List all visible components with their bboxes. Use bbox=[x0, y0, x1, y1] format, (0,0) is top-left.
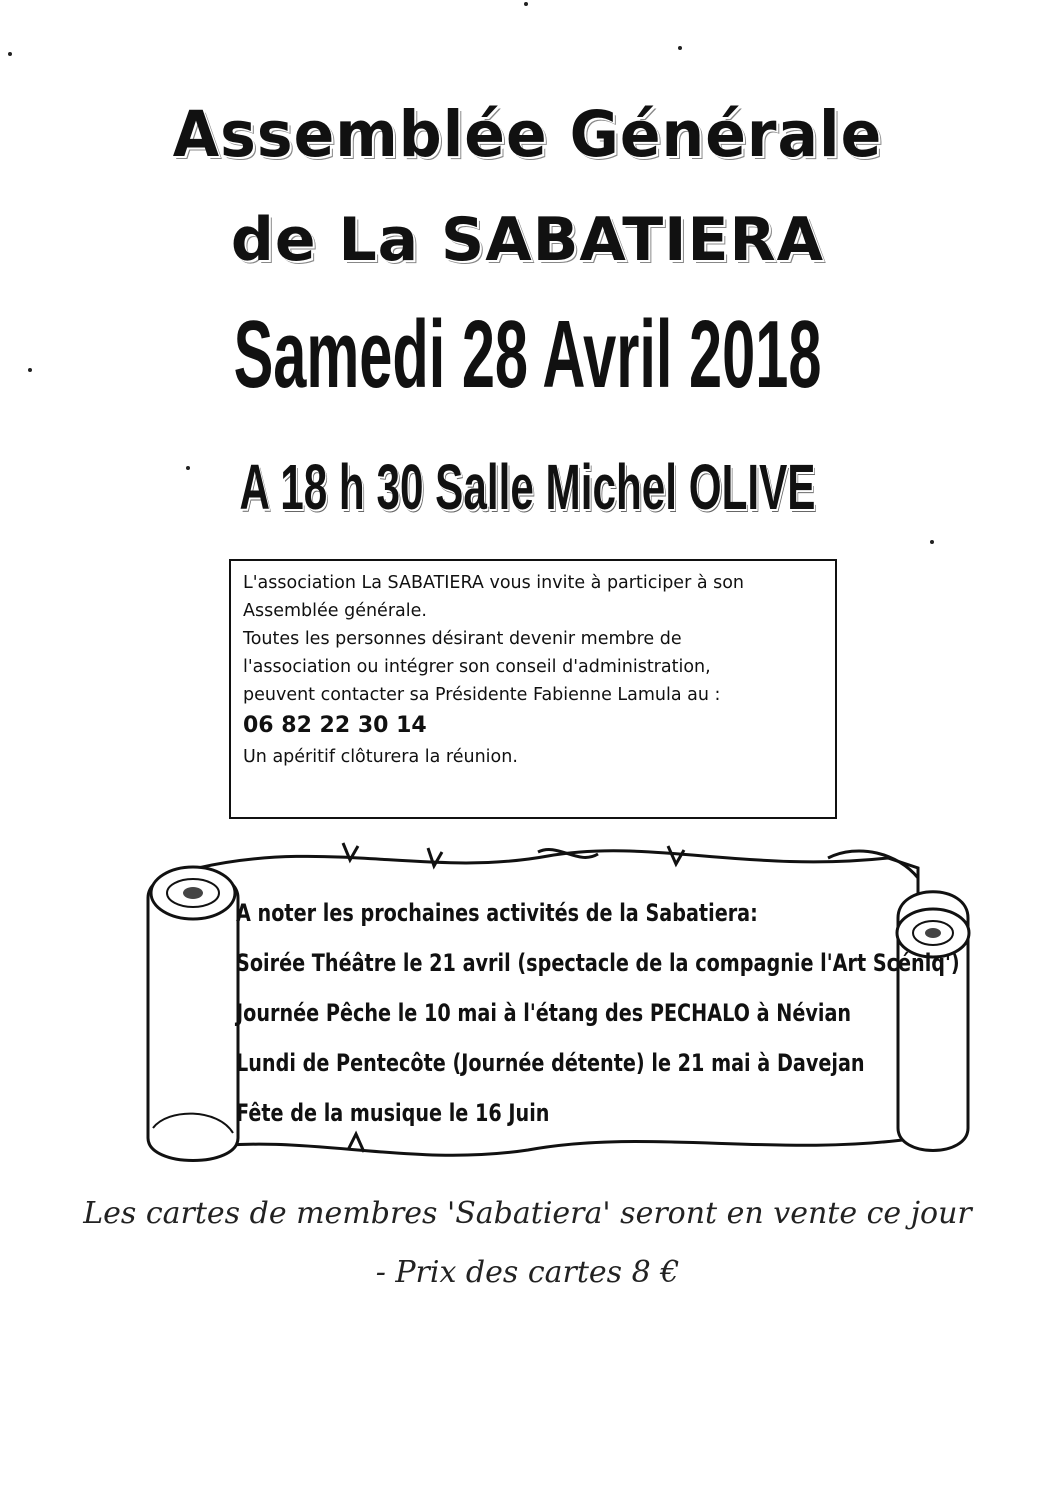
membership-cards-note: Les cartes de membres 'Sabatiera' seront en vente ce jour bbox=[83, 1196, 972, 1231]
scan-speck bbox=[8, 52, 12, 56]
invitation-line: peuvent contacter sa Présidente Fabienne Lamula au : bbox=[243, 685, 721, 705]
card-price-note: - Prix des cartes 8 € bbox=[375, 1255, 680, 1290]
scan-speck bbox=[678, 46, 682, 50]
event-date: Samedi 28 Avril 2018 bbox=[233, 301, 822, 408]
activity-item: Soirée Théâtre le 21 avril (spectacle de la compagnie l'Art Scéniq') bbox=[236, 949, 960, 977]
scan-speck bbox=[28, 368, 32, 372]
activities-heading: A noter les prochaines activités de la Sabatiera: bbox=[236, 899, 758, 927]
invitation-closing: Un apéritif clôturera la réunion. bbox=[243, 747, 518, 767]
title-line-2: de La SABATIERA bbox=[230, 205, 825, 275]
scan-speck bbox=[524, 2, 528, 6]
activities-list bbox=[236, 888, 960, 1138]
invitation-line: Assemblée générale. bbox=[243, 601, 427, 621]
activity-item: Fête de la musique le 16 Juin bbox=[236, 1099, 550, 1127]
invitation-line: Toutes les personnes désirant devenir membre de bbox=[243, 629, 682, 649]
scan-speck bbox=[930, 540, 934, 544]
activities-scroll bbox=[128, 838, 978, 1168]
invitation-box bbox=[229, 559, 837, 819]
event-time-place: A 18 h 30 Salle Michel OLIVE bbox=[239, 451, 816, 523]
activity-item: Lundi de Pentecôte (Journée détente) le 21 mai à Davejan bbox=[236, 1049, 865, 1077]
title-line-1: Assemblée Générale bbox=[172, 98, 883, 172]
president-phone-number: 06 82 22 30 14 bbox=[243, 713, 427, 738]
invitation-line: l'association ou intégrer son conseil d'administration, bbox=[243, 657, 711, 677]
invitation-line: L'association La SABATIERA vous invite à participer à son bbox=[243, 573, 745, 593]
activity-item: Journée Pêche le 10 mai à l'étang des PECHALO à Névian bbox=[236, 999, 852, 1027]
